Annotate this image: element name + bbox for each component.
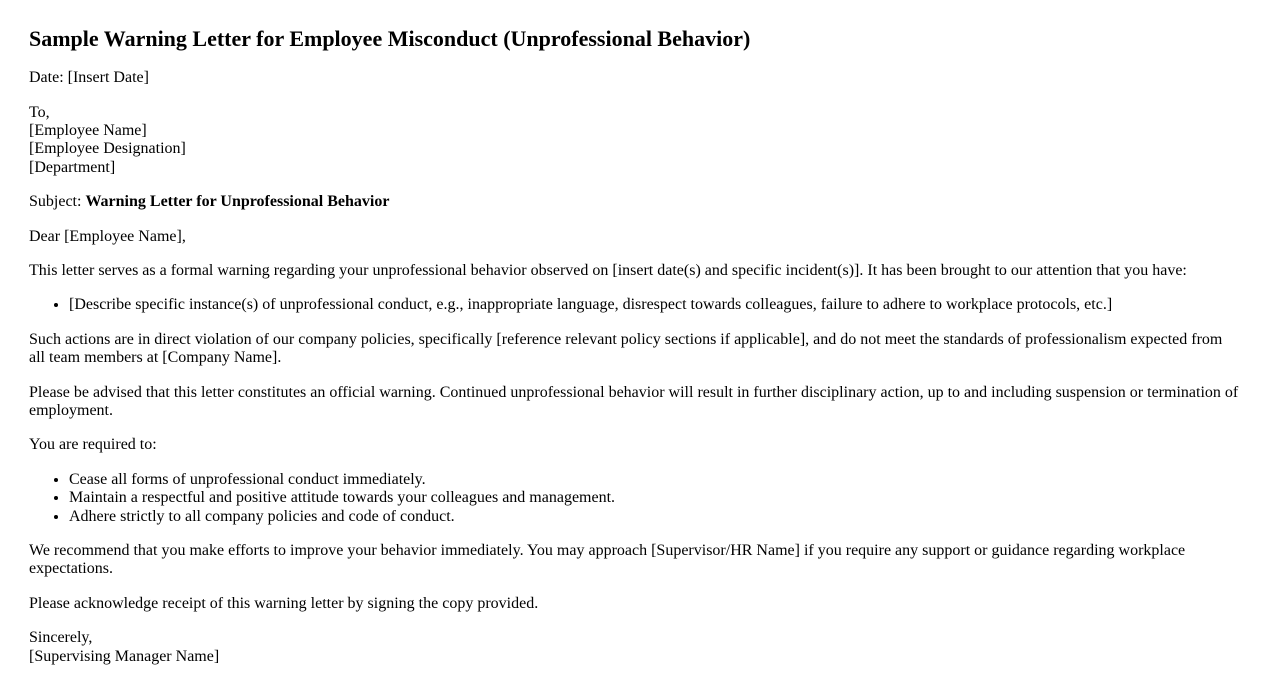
recipient-to: To,	[29, 103, 50, 121]
paragraph-intro: This letter serves as a formal warning regarding your unprofessional behavior observed on [insert date(s) and specific incident(s)]. It has been brought to our attention that you have:	[29, 262, 1187, 280]
list-item: • [Describe specific instance(s) of unprofessional conduct, e.g., inappropriate language, disrespect towards colleagues, failure to adhere to workplace protocols, etc.]	[69, 296, 1241, 314]
date-line: Date: [Insert Date]	[29, 69, 149, 87]
recipient-name: [Employee Name]	[29, 122, 147, 140]
paragraph-acknowledge: Please acknowledge receipt of this warning letter by signing the copy provided.	[29, 594, 539, 612]
paragraph-official-warning: Please be advised that this letter constitutes an official warning. Continued unprofessional behavior will result in further disciplinary action, up to and including suspension or termination of employment.	[29, 383, 1239, 419]
paragraph-required-intro: You are required to:	[29, 436, 157, 454]
paragraph-recommend: We recommend that you make efforts to improve your behavior immediately. You may approach [Supervisor/HR Name] if you require any support or guidance regarding workplace expectations.	[29, 541, 1186, 578]
subject-line	[29, 193, 1241, 211]
paragraph-violation: Such actions are in direct violation of our company policies, specifically [reference relevant policy sections if applicable], and do not meet the standards of professionalism expected from all team members at [Company Name].	[29, 330, 1223, 367]
recipient-department: [Department]	[29, 158, 116, 176]
subject-value: Warning Letter for Unprofessional Behavior	[85, 193, 390, 211]
closing-block	[29, 629, 1241, 666]
recipient-block	[29, 104, 1241, 178]
list-item: • Maintain a respectful and positive attitude towards your colleagues and management.	[69, 489, 1241, 507]
salutation: Dear [Employee Name],	[29, 227, 186, 245]
recipient-designation: [Employee Designation]	[29, 140, 186, 158]
page-title: Sample Warning Letter for Employee Misconduct (Unprofessional Behavior)	[29, 26, 751, 51]
list-item: • Adhere strictly to all company policies and code of conduct.	[69, 508, 1241, 526]
incident-list	[29, 296, 1241, 314]
subject-label: Subject:	[29, 193, 86, 211]
closing: Sincerely,	[29, 629, 93, 647]
requirements-list	[29, 471, 1241, 526]
signature-name: [Supervising Manager Name]	[29, 647, 220, 665]
list-item: • Cease all forms of unprofessional conduct immediately.	[69, 471, 1241, 489]
